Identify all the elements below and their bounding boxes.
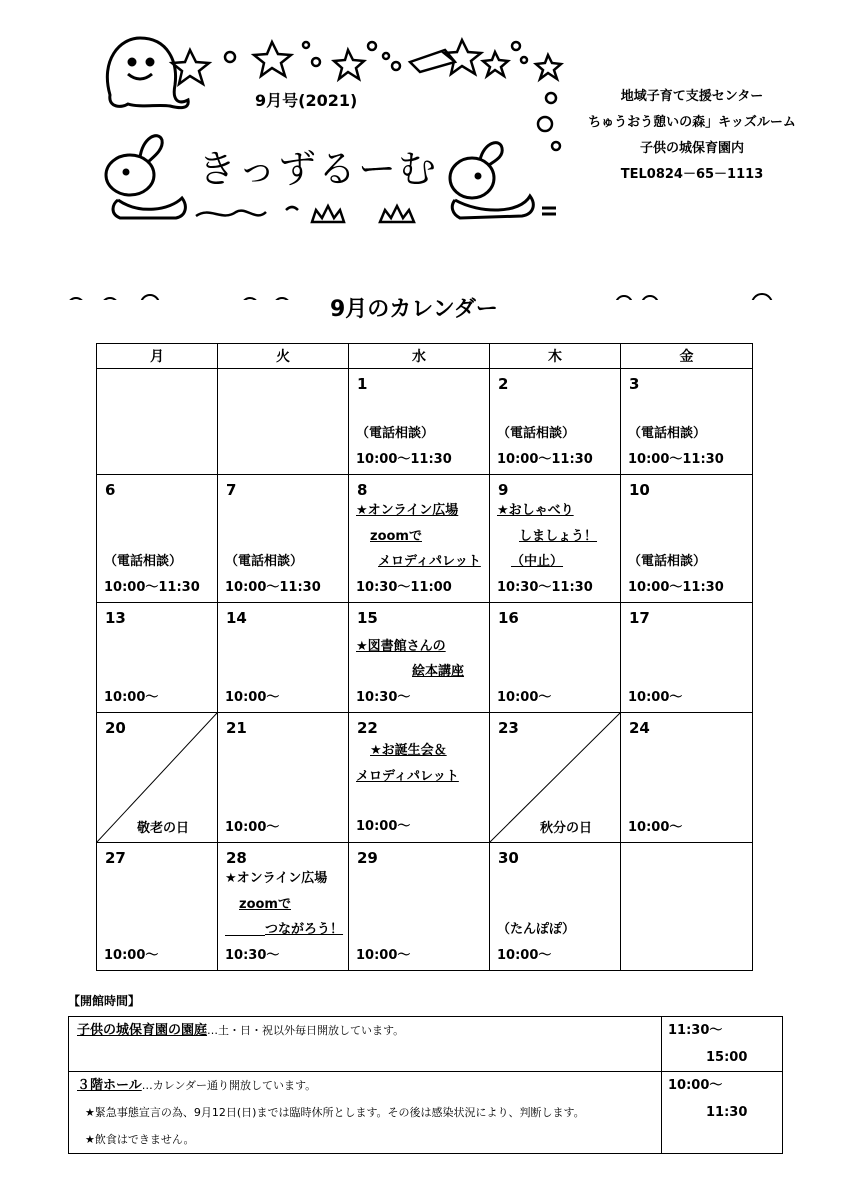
hours-row [69, 1072, 783, 1154]
day-number: 22 [357, 719, 378, 737]
place-name: 子供の城保育園の園庭 [77, 1023, 208, 1038]
event-time: 10:00～11:30 [628, 451, 724, 467]
calendar-cell [218, 843, 349, 971]
event-time: 10:00～11:30 [497, 451, 593, 467]
close-time: 15:00 [706, 1050, 748, 1065]
calendar-week-row [97, 369, 753, 475]
event-time: 10:30～11:00 [356, 579, 452, 595]
newsletter-title: きっずるーむ [198, 147, 439, 191]
event-line: （中止） [511, 554, 564, 569]
calendar-cell [621, 603, 753, 713]
weekday-header: 火 [218, 344, 349, 369]
event-time: 10:30～ [225, 947, 280, 963]
event-time: 10:00～11:30 [628, 579, 724, 595]
day-number: 24 [629, 719, 650, 737]
weekday-header: 金 [621, 344, 753, 369]
calendar-cell [97, 603, 218, 713]
calendar-cell-empty [218, 369, 349, 475]
event-time: 10:30～ [356, 689, 411, 705]
day-number: 1 [357, 375, 368, 393]
event-time: 10:00～ [628, 689, 683, 705]
calendar-cell [490, 843, 621, 971]
event-line: （電話相談） [497, 426, 576, 441]
day-number: 29 [357, 849, 378, 867]
event-time: 10:00～ [225, 819, 280, 835]
calendar-cell [349, 475, 490, 603]
event-line: ★図書館さんの [356, 638, 446, 654]
day-number: 30 [498, 849, 519, 867]
event-line: （電話相談） [628, 554, 707, 569]
event-time: 10:00～ [356, 819, 411, 834]
hours-desc-cell [69, 1072, 662, 1154]
hours-desc-cell [69, 1017, 662, 1072]
day-number: 21 [226, 719, 247, 737]
event-line: ★お誕生会＆ [370, 743, 447, 758]
calendar-cell [621, 713, 753, 843]
ghost-illustration [107, 38, 188, 108]
calendar-cell [349, 713, 490, 843]
rabbit-right-illustration [450, 143, 556, 218]
hours-time-cell [662, 1017, 783, 1072]
day-number: 7 [226, 481, 237, 499]
calendar-cell [490, 369, 621, 475]
day-number: 23 [498, 719, 519, 737]
event-line: ★オンライン広場 [356, 503, 459, 518]
calendar-cell [349, 603, 490, 713]
day-number: 14 [226, 609, 247, 627]
center-info-line: 地域子育て支援センター [620, 89, 764, 104]
calendar-cell-empty [97, 369, 218, 475]
calendar-cell [490, 475, 621, 603]
day-number: 17 [629, 609, 650, 627]
calendar-cell [218, 713, 349, 843]
stars-decoration [172, 40, 561, 150]
event-line: つながろう！ [225, 917, 346, 943]
calendar-cell [218, 603, 349, 713]
calendar-cell [621, 475, 753, 603]
day-number: 9 [498, 481, 509, 499]
holiday-label: 敬老の日 [136, 821, 189, 836]
day-number: 27 [105, 849, 126, 867]
day-number: 6 [105, 481, 116, 499]
weekday-header: 木 [490, 344, 621, 369]
calendar-cell [349, 843, 490, 971]
event-time: 10:00～11:30 [225, 579, 321, 595]
event-time: 10:00～ [628, 819, 683, 835]
calendar-cell [218, 475, 349, 603]
event-line: ★おしゃべり [497, 503, 574, 518]
calendar-table [96, 343, 753, 971]
day-number: 10 [629, 481, 650, 499]
holiday-label: 秋分の日 [539, 821, 592, 836]
day-number: 13 [105, 609, 126, 627]
calendar-week-row [97, 475, 753, 603]
event-time: 10:00～11:30 [356, 451, 452, 467]
place-desc: …カレンダー通り開放しています。 [141, 1079, 317, 1092]
close-time: 11:30 [706, 1105, 748, 1120]
event-time: 10:00～ [497, 947, 552, 963]
event-line: zoomで [239, 896, 291, 912]
event-time: 10:00～11:30 [104, 579, 200, 595]
event-line: （電話相談） [225, 554, 304, 569]
rabbit-left-illustration [106, 136, 185, 218]
center-info-line: 子供の城保育園内 [639, 141, 744, 156]
day-number: 8 [357, 481, 368, 499]
day-number: 3 [629, 375, 640, 393]
place-desc: …土・日・祝以外毎日開放しています。 [207, 1024, 405, 1037]
day-number: 16 [498, 609, 519, 627]
calendar-cell [490, 603, 621, 713]
event-line: メロディパレット [356, 768, 459, 784]
hours-row [69, 1017, 783, 1072]
calendar-cell [349, 369, 490, 475]
calendar-cell [97, 843, 218, 971]
open-time: 10:00～ [668, 1078, 723, 1093]
center-info-line: ちゅうおう憩いの森」キッズルーム [588, 115, 796, 130]
calendar-cell-holiday [490, 713, 621, 843]
event-line: ★オンライン広場 [225, 871, 328, 886]
calendar-cell [97, 475, 218, 603]
place-name: ３階ホール [77, 1078, 142, 1093]
center-info [582, 84, 802, 188]
center-info-line: TEL0824－65－1113 [620, 167, 764, 182]
day-number: 2 [498, 375, 509, 393]
event-line: （電話相談） [628, 426, 707, 441]
open-time: 11:30～ [668, 1023, 723, 1038]
event-line: zoomで [370, 528, 422, 544]
weekday-header: 水 [349, 344, 490, 369]
calendar-week-row [97, 713, 753, 843]
issue-label: 9月号(2021) [255, 91, 358, 110]
calendar-title: 9月のカレンダー [330, 297, 498, 322]
hours-table [68, 1016, 783, 1154]
event-time: 10:00～ [104, 689, 159, 705]
calendar-cell-holiday [97, 713, 218, 843]
event-time: 10:00～ [225, 689, 280, 705]
hours-time-cell [662, 1072, 783, 1154]
event-time: 10:00～ [497, 689, 552, 705]
calendar-week-row [97, 603, 753, 713]
calendar-cell-empty [621, 843, 753, 971]
event-line: メロディパレット [378, 554, 481, 569]
day-number: 28 [226, 849, 247, 867]
event-time: 10:00～ [356, 947, 411, 963]
event-line: （電話相談） [104, 554, 183, 569]
weekday-header: 月 [97, 344, 218, 369]
hours-heading: 【開館時間】 [68, 994, 141, 1008]
event-line: しましょう！ [519, 528, 598, 544]
event-line: 絵本講座 [412, 664, 465, 679]
weekday-header-row [97, 344, 753, 369]
event-time: 10:00～ [104, 947, 159, 963]
calendar-week-row [97, 843, 753, 971]
calendar-cell [621, 369, 753, 475]
hours-note: ★緊急事態宣言の為、9月12日(日)までは臨時休所とします。その後は感染状況により、判断します。 [85, 1106, 585, 1119]
grass-decoration [196, 206, 414, 222]
day-number: 20 [105, 719, 126, 737]
day-number: 15 [357, 609, 378, 627]
hours-note: ★飲食はできません。 [85, 1133, 195, 1146]
event-line: （電話相談） [356, 426, 435, 441]
event-time: 10:30～11:30 [497, 579, 593, 595]
event-line: （たんぽぽ） [497, 922, 576, 937]
